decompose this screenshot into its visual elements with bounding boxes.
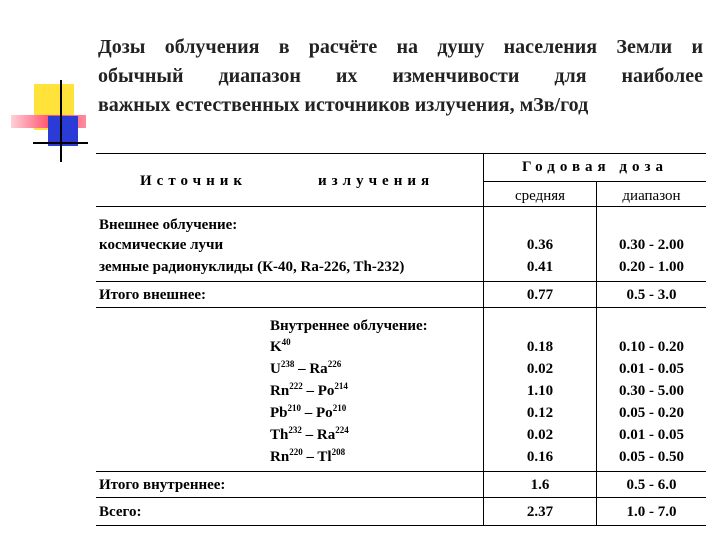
external-total-mean: 0.77 [526,287,554,303]
title-line: Дозы облучения в расчёте на душу населения Земли и [98,36,703,58]
grand-total-range: 1.0 - 7.0 [626,504,677,520]
row-divider [96,307,706,308]
external-row-label: космические лучи [99,237,224,253]
nuclide-label: Pb$^{210}$ – Po$^{210}$ [270,403,347,421]
internal-total-range: 0.5 - 6.0 [626,477,677,493]
external-row-mean: 0.41 [526,259,554,275]
nuclide-label: $K^{40}$ [270,337,291,355]
nuclide-label: $U^{238} - Ra^{226}$ [270,359,342,377]
internal-row-range: 0.05 - 0.20 [619,405,684,421]
internal-row-range: 0.01 - 0.05 [619,427,684,443]
table-border-top [96,153,706,154]
header-annual-dose: Годовая доза [521,159,669,175]
internal-row-range: 0.05 - 0.50 [619,449,684,465]
row-divider [96,206,706,207]
external-row-mean: 0.36 [526,237,554,253]
external-row-range: 0.20 - 1.00 [619,259,684,275]
header-radiation: излучения [318,173,435,189]
row-divider [96,471,706,472]
nuclide-label: Th$^{232}$ – Ra$^{224}$ [270,425,349,443]
grand-total-label: Всего: [99,504,142,520]
external-heading: Внешнее облучение: [99,217,238,233]
row-divider [96,281,706,282]
internal-row-mean: 0.02 [526,361,554,377]
grand-total-mean: 2.37 [526,504,554,520]
internal-row-mean: 1.10 [526,383,554,399]
deco-vertical-line [60,80,62,162]
header-divider [483,181,706,182]
nuclide-label: Rn$^{220}$ – Tl$^{208}$ [270,447,346,465]
deco-horizontal-line [33,142,88,144]
title-line: обычный диапазон их изменчивости для наиболее [98,65,703,87]
internal-row-range: 0.01 - 0.05 [619,361,684,377]
header-range: диапазон [622,188,681,204]
page-title [98,33,703,120]
nuclide-label: Rn$^{222}$ – Po$^{214}$ [270,381,348,399]
internal-total-label: Итого внутреннее: [99,477,226,493]
external-row-label: земные радионуклиды (К-40, Ra-226, Th-232) [99,259,405,275]
header-mean: средняя [514,188,566,204]
internal-row-mean: 0.12 [526,405,554,421]
internal-total-mean: 1.6 [530,477,550,493]
external-total-label: Итого внешнее: [99,287,207,303]
table-border-bottom [96,525,706,526]
internal-row-mean: 0.16 [526,449,554,465]
internal-row-mean: 0.02 [526,427,554,443]
title-line: важных естественных источников излучения, мЗв/год [98,94,589,116]
external-total-range: 0.5 - 3.0 [626,287,677,303]
external-row-range: 0.30 - 2.00 [619,237,684,253]
internal-heading: Внутреннее облучение: [270,318,428,334]
row-divider [96,497,706,498]
internal-row-mean: 0.18 [526,339,554,355]
internal-row-range: 0.30 - 5.00 [619,383,684,399]
internal-row-range: 0.10 - 0.20 [619,339,684,355]
header-source: Источник [140,173,247,189]
